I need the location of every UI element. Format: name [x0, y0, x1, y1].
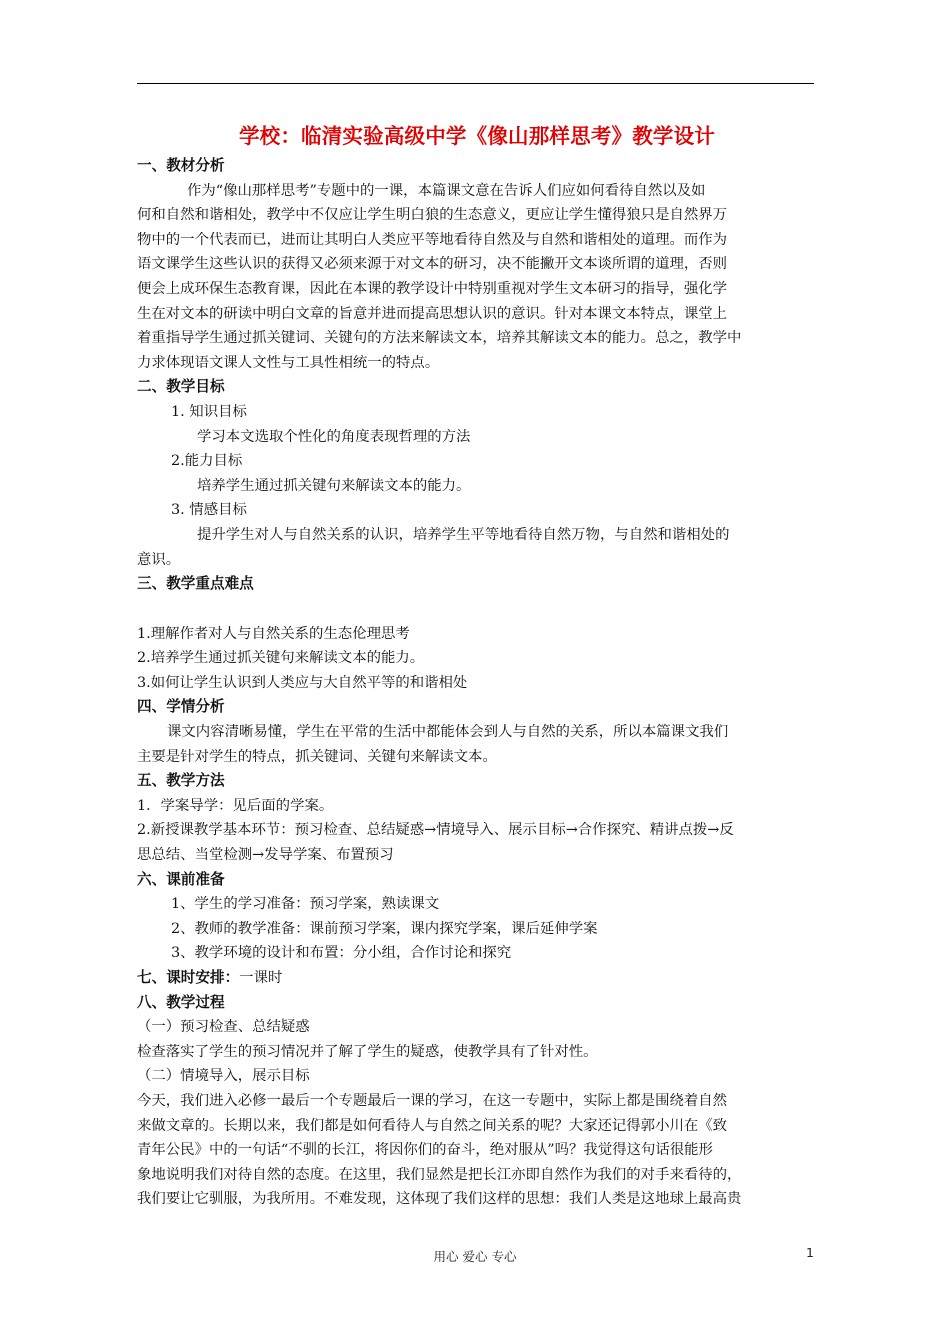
subsection-heading: （二）情境导入，展示目标	[137, 1068, 310, 1085]
goal-text: 意识。	[137, 551, 181, 568]
goal-title: 2.能力目标	[171, 453, 243, 470]
section-heading-4: 四、学情分析	[137, 698, 225, 716]
section-heading-2: 二、教学目标	[137, 378, 225, 396]
document-body	[137, 118, 817, 1212]
goal-text: 提升学生对人与自然关系的认识，培养学生平等地看待自然万物，与自然和谐相处的	[197, 526, 730, 543]
footer-motto: 用心 爱心 专心	[433, 1249, 517, 1264]
list-item: 2、教师的教学准备：课前预习学案，课内探究学案，课后延伸学案	[171, 920, 598, 937]
paragraph-line: 来做文章的。长期以来，我们都是如何看待人与自然之间关系的呢？大家还记得郭小川在《致	[137, 1117, 728, 1134]
paragraph-line: 力求体现语文课人文性与工具性相统一的特点。	[137, 354, 440, 371]
goal-text: 培养学生通过抓关键句来解读文本的能力。	[197, 477, 471, 494]
list-item: 1、学生的学习准备：预习学案，熟读课文	[171, 896, 440, 913]
paragraph-line: 便会上成环保生态教育课，因此在本课的教学设计中特别重视对学生文本研习的指导，强化学	[137, 280, 728, 297]
paragraph-line: 主要是针对学生的特点，抓关键词、关键句来解读文本。	[137, 748, 497, 765]
goal-title: 1. 知识目标	[171, 403, 247, 420]
page-number: 1	[806, 1245, 814, 1260]
blank-line	[137, 597, 817, 622]
goal-text: 学习本文选取个性化的角度表现哲理的方法	[197, 428, 471, 445]
paragraph-line: 今天，我们进入必修一最后一个专题最后一课的学习，在这一专题中，实际上都是围绕着自然	[137, 1092, 728, 1109]
subsection-heading: （一）预习检查、总结疑惑	[137, 1019, 310, 1036]
paragraph-line: 课文内容清晰易懂，学生在平常的生活中都能体会到人与自然的关系，所以本篇课文我们	[167, 724, 729, 741]
section-heading-3: 三、教学重点难点	[137, 575, 254, 593]
list-item: 2.新授课教学基本环节：预习检查、总结疑惑→情境导入、展示目标→合作探究、精讲点拨→反	[137, 822, 734, 839]
list-item: 1．学案导学：见后面的学案。	[137, 797, 334, 814]
section-heading-7: 七、课时安排：	[137, 969, 240, 986]
paragraph-line: 语文课学生这些认识的获得又必须来源于对文本的研习，决不能撇开文本谈所谓的道理，否则	[137, 256, 728, 273]
document-title: 学校：临清实验高级中学《像山那样思考》教学设计	[238, 124, 716, 148]
paragraph-line: 物中的一个代表而已，进而让其明白人类应平等地看待自然及与自然和谐相处的道理。而作为	[137, 231, 728, 248]
section-7	[137, 966, 817, 991]
paragraph-line: 着重指导学生通过抓关键词、关键句的方法来解读文本，培养其解读文本的能力。总之，教学中	[137, 330, 742, 347]
paragraph-line: 象地说明我们对待自然的态度。在这里，我们显然是把长江亦即自然作为我们的对手来看待的，	[137, 1166, 742, 1183]
section-7-value: 一课时	[239, 970, 283, 986]
header-rule	[137, 83, 814, 84]
list-item: 3、教学环境的设计和布置：分小组，合作讨论和探究	[171, 945, 512, 962]
paragraph-line: 作为“像山那样思考”专题中的一课，本篇课文意在告诉人们应如何看待自然以及如	[187, 182, 706, 199]
paragraph-line: 检查落实了学生的预习情况并了解了学生的疑惑，使教学具有了针对性。	[137, 1043, 598, 1060]
paragraph-line: 青年公民》中的一句话“不驯的长江，将因你们的奋斗，绝对服从”吗？我觉得这句话很能形	[137, 1142, 713, 1159]
paragraph-line: 何和自然和谐相处，教学中不仅应让学生明白狼的生态意义，更应让学生懂得狼只是自然界万	[137, 207, 728, 224]
paragraph-line: 生在对文本的研读中明白文章的旨意并进而提高思想认识的意识。针对本课文本特点，课堂上	[137, 305, 728, 322]
list-item: 思总结、当堂检测→发导学案、布置预习	[137, 847, 394, 864]
list-item: 2.培养学生通过抓关键句来解读文本的能力。	[137, 650, 425, 667]
section-heading-1: 一、教材分析	[137, 157, 225, 174]
list-item: 1.理解作者对人与自然关系的生态伦理思考	[137, 625, 410, 642]
goal-title: 3. 情感目标	[171, 502, 247, 519]
list-item: 3.如何让学生认识到人类应与大自然平等的和谐相处	[137, 674, 468, 691]
paragraph-line: 我们要让它驯服，为我所用。不难发现，这体现了我们这样的思想：我们人类是这地球上最高贵	[137, 1191, 742, 1208]
section-heading-5: 五、教学方法	[137, 772, 225, 790]
section-heading-8: 八、教学过程	[137, 993, 225, 1011]
section-heading-6: 六、课前准备	[137, 870, 225, 888]
